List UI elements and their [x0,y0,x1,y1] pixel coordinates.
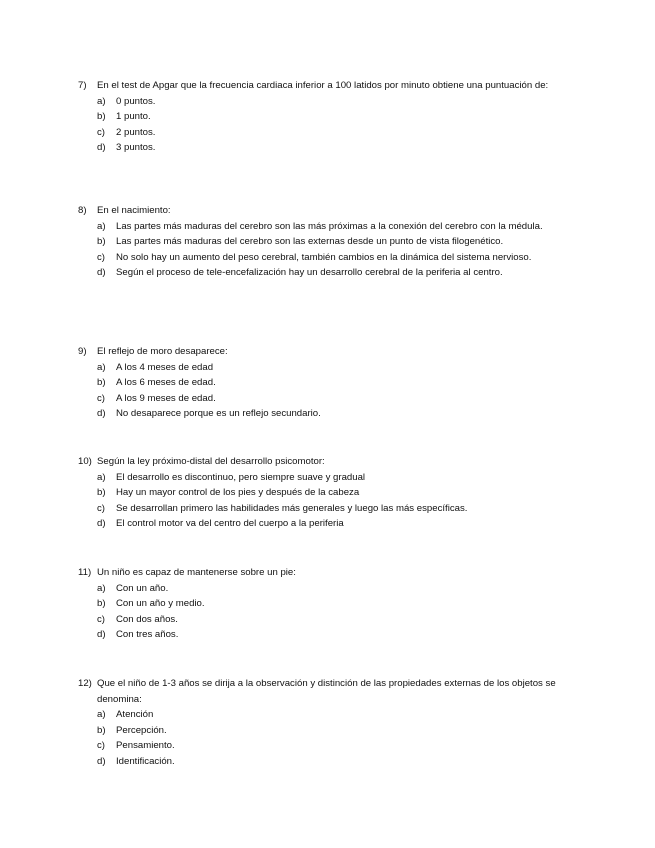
option-c [97,501,568,517]
option-text: Identificación. [116,755,175,767]
option-letter: c) [97,613,105,625]
question-9 [78,344,568,422]
question-7 [78,78,568,156]
option-d [97,406,568,422]
option-a [97,219,568,235]
question-text: El reflejo de moro desaparece: [97,346,228,357]
option-text: El control motor va del centro del cuerpo a la periferia [116,518,344,529]
option-d [97,140,568,156]
question-text: Según la ley próximo-distal del desarrollo psicomotor: [97,456,325,467]
option-text: Pensamiento. [116,740,175,751]
option-d [97,516,568,532]
question-header [78,565,568,581]
option-letter: d) [97,629,106,640]
option-letter: c) [97,740,105,751]
question-12 [78,676,568,769]
option-letter: a) [97,582,106,594]
option-b [97,234,568,250]
option-a [97,581,568,597]
option-letter: d) [97,408,106,419]
option-text: El desarrollo es discontinuo, pero siempre suave y gradual [116,471,366,483]
option-text: 0 puntos. [116,95,156,107]
question-number: 8) [78,205,87,216]
option-d [97,265,568,281]
option-text: 3 puntos. [116,142,156,153]
question-header [78,676,568,707]
question-header [78,203,568,219]
option-text: Según el proceso de tele-encefalización hay un desarrollo cerebral de la periferia al centro. [116,267,503,278]
option-text: No solo hay un aumento del peso cerebral, también cambios en la dinámica del sistema nervioso. [116,251,532,263]
option-list [97,470,568,532]
option-letter: a) [97,709,106,720]
option-letter: d) [97,518,106,529]
option-text: Con dos años. [116,613,178,625]
option-text: 1 punto. [116,111,151,122]
option-text: Con tres años. [116,629,179,640]
option-text: No desaparece porque es un reflejo secundario. [116,408,321,419]
option-list [97,360,568,422]
question-text: Un niño es capaz de mantenerse sobre un pie: [97,567,296,578]
option-list [97,219,568,281]
question-header [78,454,568,470]
question-text: En el test de Apgar que la frecuencia cardiaca inferior a 100 latidos por minuto obtiene una puntuación de: [97,80,549,91]
option-letter: b) [97,724,106,736]
question-text: En el nacimiento: [97,205,171,216]
option-letter: b) [97,111,106,122]
option-letter: a) [97,95,106,107]
option-letter: c) [97,392,105,404]
question-header [78,344,568,360]
option-letter: b) [97,236,106,247]
option-text: Las partes más maduras del cerebro son las externas desde un punto de vista filogenético. [116,236,504,247]
option-text: Se desarrollan primero las habilidades más generales y luego las más específicas. [116,502,468,514]
option-letter: a) [97,471,106,483]
option-text: 2 puntos. [116,126,156,138]
option-a [97,360,568,376]
question-number: 9) [78,346,87,357]
option-text: A los 6 meses de edad. [116,377,216,388]
question-text: Que el niño de 1-3 años se dirija a la observación y distinción de las propiedades externas de los objetos se denomina: [97,678,556,705]
option-c [97,250,568,266]
option-letter: c) [97,126,105,138]
question-number: 10) [78,456,92,467]
question-10 [78,454,568,532]
option-text: Las partes más maduras del cerebro son las más próximas a la conexión del cerebro con la médula. [116,220,543,232]
option-text: Atención [116,709,154,720]
question-header [78,78,568,94]
option-letter: b) [97,487,106,498]
option-c [97,612,568,628]
option-text: A los 9 meses de edad. [116,392,216,404]
option-a [97,470,568,486]
option-letter: c) [97,251,105,263]
option-letter: d) [97,267,106,278]
option-list [97,581,568,643]
option-text: Hay un mayor control de los pies y después de la cabeza [116,487,360,498]
option-c [97,738,568,754]
option-text: Con un año y medio. [116,598,205,609]
option-letter: b) [97,377,106,388]
option-a [97,94,568,110]
option-d [97,754,568,770]
option-c [97,391,568,407]
option-b [97,485,568,501]
option-letter: d) [97,755,106,767]
option-letter: b) [97,598,106,609]
option-letter: a) [97,220,106,232]
option-d [97,627,568,643]
option-b [97,109,568,125]
option-b [97,375,568,391]
question-8 [78,203,568,281]
option-list [97,707,568,769]
option-text: Con un año. [116,582,169,594]
option-text: A los 4 meses de edad [116,361,214,373]
option-letter: a) [97,361,106,373]
option-list [97,94,568,156]
option-a [97,707,568,723]
option-b [97,723,568,739]
question-number: 11) [78,567,92,578]
option-c [97,125,568,141]
option-b [97,596,568,612]
option-letter: d) [97,142,106,153]
option-letter: c) [97,502,105,514]
option-text: Percepción. [116,724,167,736]
question-number: 7) [78,80,87,91]
question-11 [78,565,568,643]
question-number: 12) [78,678,92,689]
